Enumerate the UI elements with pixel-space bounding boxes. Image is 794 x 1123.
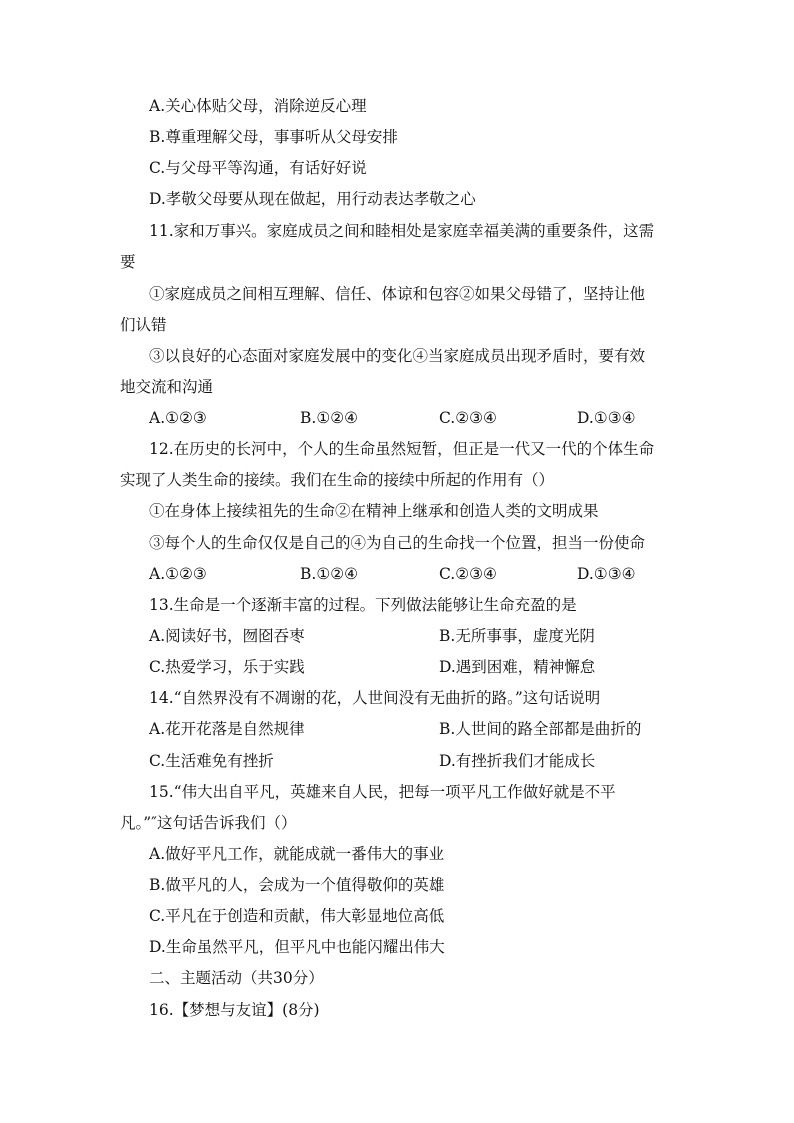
q11-option-b: B.①②④ <box>300 409 359 427</box>
q12-option-b: B.①②④ <box>300 565 359 583</box>
q15-option-a: A.做好平凡工作，就能成就一番伟大的事业 <box>149 845 445 863</box>
q11-item-1-line2: 们认错 <box>120 316 167 334</box>
q12-stem-line2: 实现了人类生命的接续。我们在生命的接续中所起的作用有（） <box>120 471 555 489</box>
q12-stem-line1: 12.在历史的长河中，个人的生命虽然短暂，但正是一代又一代的个体生命 <box>149 440 655 458</box>
q12-item-2: ③每个人的生命仅仅是自己的④为自己的生命找一个位置，担当一份使命 <box>149 534 646 552</box>
q13-option-c: C.热爱学习，乐于实践 <box>149 658 305 676</box>
q13-option-b: B.无所事事，虚度光阴 <box>439 627 595 645</box>
q16-title: 16.【梦想与友谊】(8分) <box>149 1001 320 1019</box>
q12-option-d: D.①③④ <box>577 565 636 583</box>
q15-option-d: D.生命虽然平凡，但平凡中也能闪耀出伟大 <box>149 938 445 956</box>
q10-option-a: A.关心体贴父母，消除逆反心理 <box>149 97 367 115</box>
q13-option-a: A.阅读好书，囫囵吞枣 <box>149 627 305 645</box>
q11-option-d: D.①③④ <box>577 409 636 427</box>
q10-option-c: C.与父母平等沟通，有话好好说 <box>149 159 367 177</box>
q12-option-c: C.②③④ <box>439 565 497 583</box>
q10-option-d: D.孝敬父母要从现在做起，用行动表达孝敬之心 <box>149 190 476 208</box>
q12-option-a: A.①②③ <box>149 565 207 583</box>
section-heading: 二、主题活动（共30分） <box>149 969 324 987</box>
q11-option-a: A.①②③ <box>149 409 207 427</box>
q11-item-2-line1: ③以良好的心态面对家庭发展中的变化④当家庭成员出现矛盾时，要有效 <box>149 347 646 365</box>
q12-item-1: ①在身体上接续祖先的生命②在精神上继承和创造人类的文明成果 <box>149 502 599 520</box>
q11-stem-line2: 要 <box>120 253 136 271</box>
q13-stem: 13.生命是一个逐渐丰富的过程。下列做法能够让生命充盈的是 <box>149 596 577 614</box>
q14-option-a: A.花开花落是自然规律 <box>149 720 305 738</box>
q15-option-c: C.平凡在于创造和贡献，伟大彰显地位高低 <box>149 907 445 925</box>
q15-option-b: B.做平凡的人，会成为一个值得敬仰的英雄 <box>149 876 445 894</box>
q13-option-d: D.遇到困难，精神懈怠 <box>439 658 596 676</box>
q11-stem-line1: 11.家和万事兴。家庭成员之间和睦相处是家庭幸福美满的重要条件，这需 <box>149 222 655 240</box>
q15-stem-line2: 凡。”″这句话告诉我们（） <box>120 814 297 832</box>
q14-stem: 14.“自然界没有不凋谢的花，人世间没有无曲折的路。”这句话说明 <box>149 689 601 707</box>
q11-option-c: C.②③④ <box>439 409 497 427</box>
q11-item-2-line2: 地交流和沟通 <box>120 378 214 396</box>
q11-item-1-line1: ①家庭成员之间相互理解、信任、体谅和包容②如果父母错了，坚持让他 <box>149 285 646 303</box>
q14-option-c: C.生活难免有挫折 <box>149 752 274 770</box>
q14-option-d: D.有挫折我们才能成长 <box>439 752 596 770</box>
q10-option-b: B.尊重理解父母，事事听从父母安排 <box>149 128 398 146</box>
q14-option-b: B.人世间的路全部都是曲折的 <box>439 720 642 738</box>
q15-stem-line1: 15.“伟大出自平凡，英雄来自人民，把每一项平凡工作做好就是不平 <box>149 783 616 801</box>
